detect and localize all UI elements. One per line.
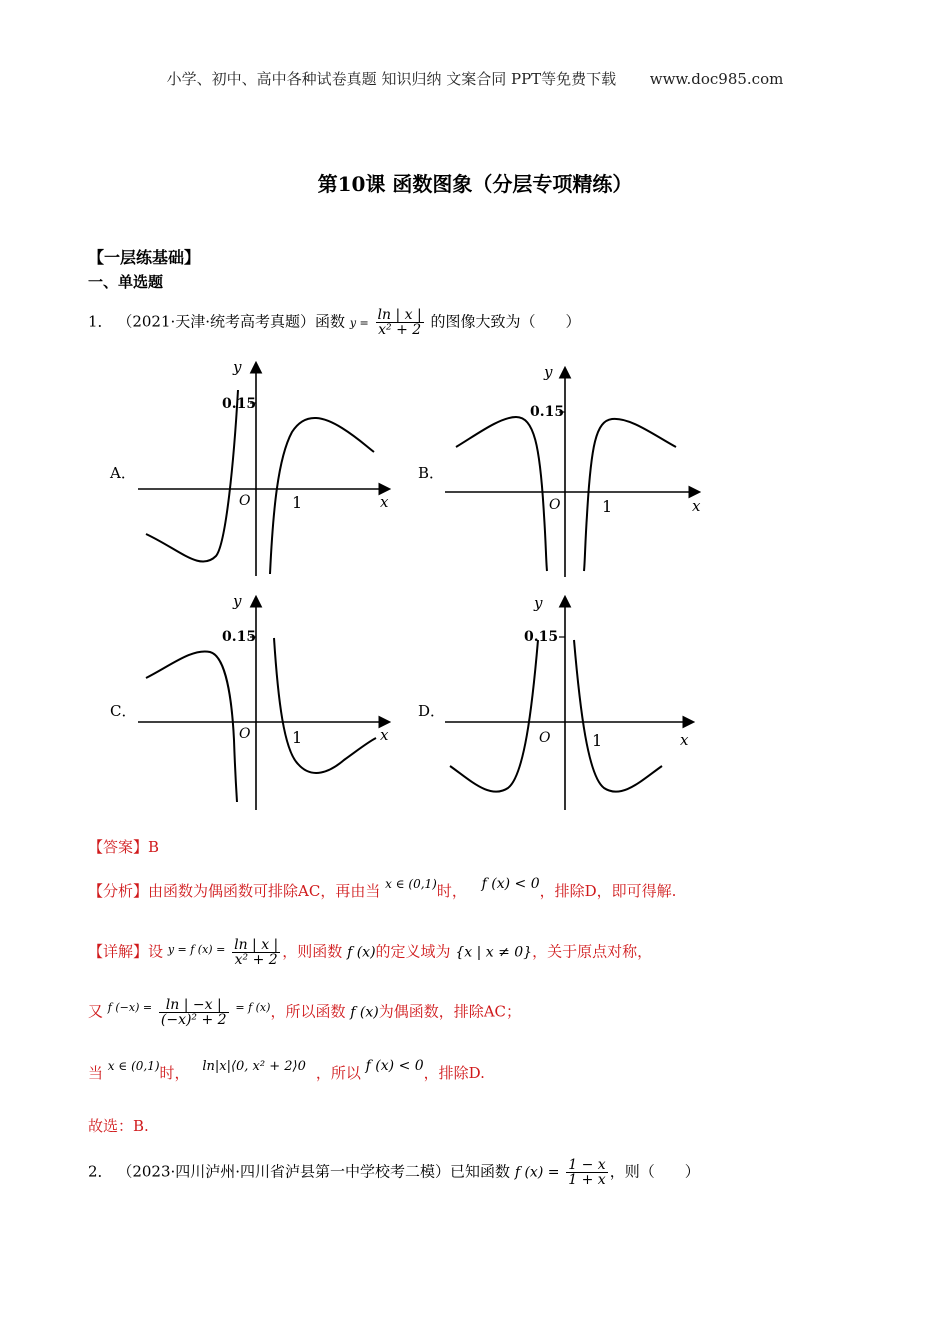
detail-text-1: 设 [148,942,164,961]
analysis-text-1: 由函数为偶函数可排除AC，再由当 [148,882,381,900]
curve-left [450,640,538,792]
header-site[interactable]: www.doc985.com [649,70,784,88]
line2-text-2: ，所以函数 [270,1002,346,1021]
line2-math-1: f (−x) = [107,1000,153,1014]
formula-fraction [376,308,424,337]
section-heading-basic: 【一层练基础】 [88,248,201,267]
graph-option-d[interactable] [440,590,710,820]
line2-fraction [159,998,229,1027]
analysis-label: 【分析】 [88,882,149,900]
curve-right [584,419,676,571]
detail-line-1 [88,938,652,967]
line2-math-2: f (x) [350,1004,379,1021]
question-tail: ，则（ ） [609,1162,700,1181]
frac-num: 1 − x [568,1157,606,1173]
detail-line-3 [88,1058,485,1083]
analysis-line [88,876,677,901]
x-axis-label: x [380,726,389,744]
frac-den: 1 + x [568,1172,606,1188]
detail-math-1: y = f (x) = [167,942,226,956]
frac-den: (−x)² + 2 [160,1012,227,1028]
conclusion: 故选：B. [88,1117,149,1135]
analysis-math-1: x ∈ (0,1) [385,877,437,891]
section-heading-single-choice: 一、单选题 [88,273,164,291]
line2-text-1: 又 [88,1002,104,1021]
x-tick-label: 1 [292,728,303,747]
curve-right [274,638,376,773]
question-2 [88,1158,700,1187]
line3-text-1: 当 [88,1064,104,1082]
frac-den: x² + 2 [378,322,422,338]
detail-line-2 [88,998,521,1027]
detail-label: 【详解】 [88,942,149,961]
line3-math-1: x ∈ (0,1) [107,1059,160,1073]
line3-text-2: 时， [159,1064,190,1082]
page-title: 第10课 函数图象（分层专项精练） [317,172,633,196]
x-tick-label: 1 [592,731,603,750]
y-tick-label: 0.15 [222,396,257,412]
header-text: 小学、初中、高中各种试卷真题 知识归纳 文案合同 PPT等免费下载 [166,70,617,88]
x-axis-label: x [380,493,389,511]
x-axis-label: x [692,497,701,515]
line3-math-3: f (x) < 0 [365,1058,424,1074]
y-axis-label: y [233,358,242,376]
detail-text-3: 的定义域为 [375,942,451,961]
option-c-label[interactable]: C． [110,702,137,720]
frac-num: ln | x | [377,307,422,323]
y-tick-label: 0.15 [222,629,257,645]
option-d-label[interactable]: D． [418,702,446,720]
question-tail: 的图像大致为（ ） [430,312,581,331]
analysis-math-2: f (x) < 0 [481,876,540,892]
detail-math-3: {x | x ≠ 0} [455,944,533,961]
graph-option-c[interactable] [130,590,400,820]
y-tick-label: 0.15 [524,629,559,645]
frac-den: x² + 2 [234,952,278,968]
page-header [0,68,950,89]
line3-text-3: ，所以 [315,1064,361,1082]
question-source: （2021·天津·统考高考真题）函数 [117,312,346,331]
frac-num: ln | x | [234,937,279,953]
q2-fraction [566,1158,607,1187]
question-number: 1． [88,312,113,331]
formula-lhs: y = [349,316,369,330]
line2-text-3: 为偶函数，排除AC； [378,1002,521,1021]
origin-label: O [239,493,251,509]
y-tick-label: 0.15 [530,404,565,420]
curve-right [574,640,662,792]
x-tick-label: 1 [602,497,613,516]
option-b-label[interactable]: B． [418,464,445,482]
frac-num: ln | −x | [159,998,229,1013]
origin-label: O [539,730,551,746]
question-1 [88,308,581,337]
x-tick-label: 1 [292,493,303,512]
detail-text-2: ，则函数 [282,942,343,961]
x-axis-label: x [680,731,689,749]
line3-math-2: ln|x|⟨0, x² + 2⟩0 [202,1059,306,1074]
question-source: （2023·四川泸州·四川省泸县第一中学校考二模）已知函数 [117,1162,511,1181]
answer-line [88,836,159,857]
option-a-label[interactable]: A． [110,464,136,482]
graph-option-b[interactable] [440,355,710,585]
analysis-text-2: 时， [436,882,467,900]
origin-label: O [239,726,251,742]
question-number: 2． [88,1162,113,1181]
curve-left [146,390,238,562]
detail-math-2: f (x) [347,944,376,961]
origin-label: O [549,497,561,513]
curve-right [270,418,374,574]
answer-value: B [148,838,160,856]
y-axis-label: y [233,592,242,610]
curve-left [146,651,237,802]
analysis-text-3: ，排除D，即可得解. [539,882,677,900]
detail-text-4: ，关于原点对称， [532,942,653,961]
line2-math-tail: = f (x) [235,1000,271,1014]
curve-left [456,417,547,571]
y-axis-label: y [534,594,543,612]
graph-option-a[interactable] [130,350,400,580]
answer-label: 【答案】 [88,838,149,856]
y-axis-label: y [544,363,553,381]
q2-math: f (x) = [514,1164,560,1181]
detail-fraction [232,938,280,967]
line3-text-4: ，排除D. [423,1064,485,1082]
